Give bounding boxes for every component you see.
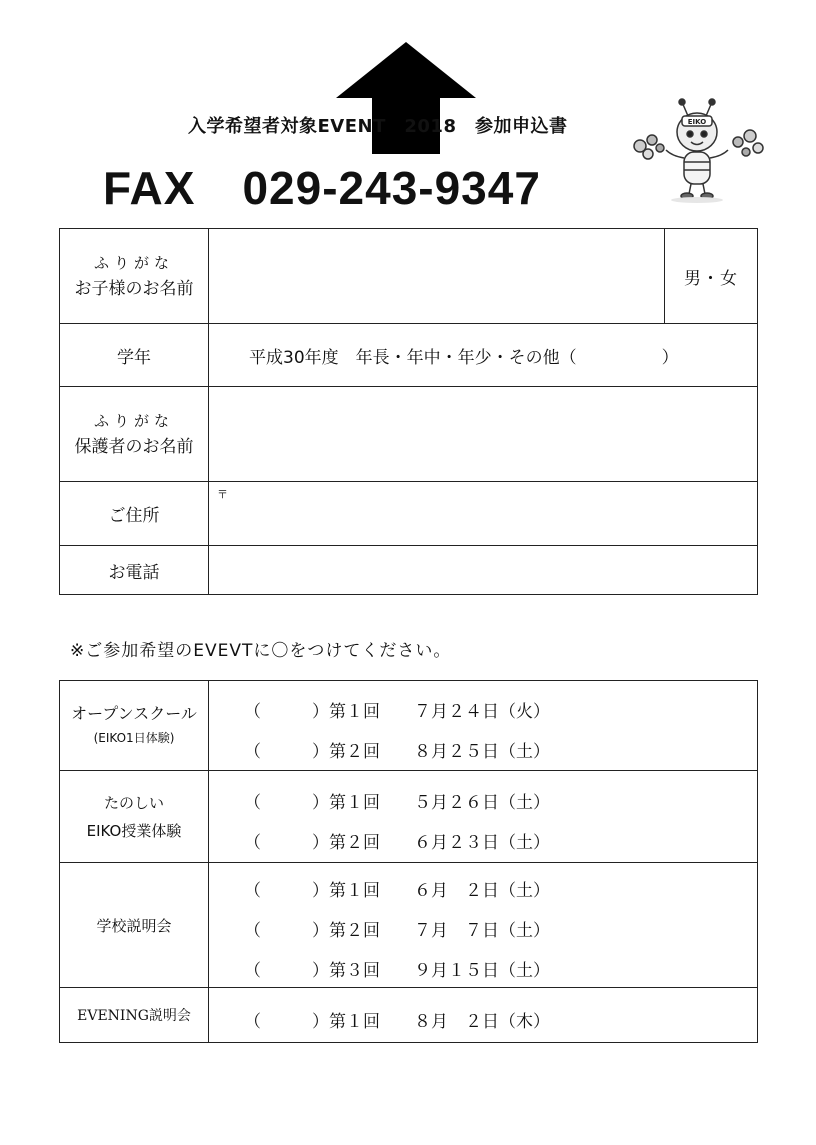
event-class-trial-label-cell — [59, 770, 209, 863]
event-open-school-label-cell — [59, 680, 209, 771]
address-input[interactable] — [209, 482, 757, 545]
grade-options[interactable]: 平成30年度 年長・年中・年少・その他（ ） — [249, 347, 679, 368]
gender-select[interactable]: 男・女 — [684, 268, 738, 289]
event-open-school-label: オープンスクール — [71, 703, 197, 723]
guardian-name-input[interactable] — [209, 387, 757, 481]
guardian-furigana-label: ふりがな — [93, 412, 174, 430]
guardian-name-label: 保護者のお名前 — [74, 437, 194, 457]
form-title: 入学希望者対象EVENT 2018 参加申込書 — [188, 116, 568, 137]
event-open-school-sub: (EIKO1日体験) — [93, 730, 175, 745]
event-school-info-option-3[interactable]: （ ）第３回 ９月１５日（土） — [244, 961, 550, 981]
phone-input[interactable] — [209, 546, 757, 594]
event-class-trial-option-1[interactable]: （ ）第１回 ５月２６日（土） — [244, 793, 550, 813]
guardian-name-label-cell — [59, 386, 209, 482]
event-class-trial-label-1: たのしい — [103, 793, 164, 812]
event-school-info-option-1[interactable]: （ ）第１回 ６月 ２日（土） — [244, 881, 550, 901]
event-school-info-option-2[interactable]: （ ）第２回 ７月 ７日（土） — [244, 921, 550, 941]
postal-mark: 〒 — [217, 488, 228, 501]
event-evening-info-label: EVENING説明会 — [77, 1008, 191, 1024]
child-name-label-cell — [59, 228, 209, 324]
grade-label: 学年 — [117, 347, 151, 368]
event-class-trial-option-2[interactable]: （ ）第２回 ６月２３日（土） — [244, 833, 550, 853]
fax-number: FAX 029-243-9347 — [103, 162, 541, 214]
mascot-bee-icon — [626, 96, 776, 206]
event-class-trial-label-2: EIKO授業体験 — [86, 821, 182, 840]
event-open-school-option-1[interactable]: （ ）第１回 ７月２４日（火） — [244, 702, 550, 722]
event-school-info-label: 学校説明会 — [96, 916, 172, 935]
address-label: ご住所 — [108, 505, 160, 526]
child-furigana-label: ふりがな — [93, 254, 174, 272]
child-name-input[interactable] — [209, 229, 664, 323]
child-name-label: お子様のお名前 — [74, 279, 194, 299]
event-open-school-option-2[interactable]: （ ）第２回 ８月２５日（土） — [244, 742, 550, 762]
mascot-badge-text: EIKO — [687, 118, 707, 126]
phone-label: お電話 — [108, 562, 160, 583]
event-instruction-note: ※ご参加希望のEVEVTに〇をつけてください。 — [70, 641, 452, 661]
event-evening-info-option-1[interactable]: （ ）第１回 ８月 ２日（木） — [244, 1012, 550, 1032]
